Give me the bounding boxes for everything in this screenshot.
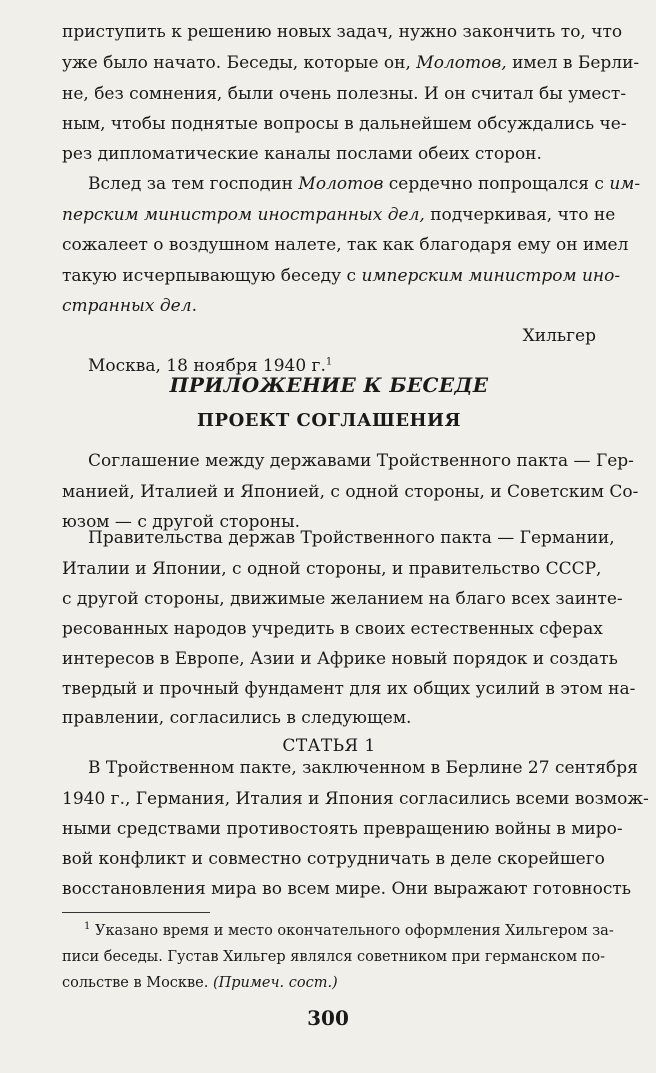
text-line: В Тройственном пакте, заключенном в Берлине 27 сентября — [88, 758, 638, 778]
text-line: интересов в Европе, Азии и Африке новый порядок и создать — [62, 649, 618, 669]
text-line: уже было начато. Беседы, которые он, Молотов, имел в Берли- — [62, 53, 640, 73]
page-number: 300 — [307, 1006, 349, 1030]
text-line: восстановления мира во всем мире. Они выражают готовность — [62, 879, 632, 899]
text-line: вой конфликт и совместно сотрудничать в деле скорейшего — [62, 849, 605, 869]
text-line: ресованных народов учредить в своих естественных сферах — [62, 619, 603, 639]
text-line: Вслед за тем господин Молотов сердечно попрощался с им- — [88, 174, 641, 194]
article-heading: СТАТЬЯ 1 — [282, 736, 376, 756]
footnote-line: писи беседы. Густав Хильгер являлся советником при германском по- — [62, 949, 606, 965]
section-heading: ПРИЛОЖЕНИЕ К БЕСЕДЕ — [169, 373, 489, 397]
footnote-rule — [62, 912, 210, 913]
text-line: странных дел. — [62, 296, 197, 316]
text-line: с другой стороны, движимые желанием на благо всех заинте- — [62, 589, 623, 609]
text-line: юзом — с другой стороны. — [62, 512, 301, 532]
footnote-line: $^1$ Указано время и место окончательного оформления Хильгером за- — [84, 921, 614, 939]
text-line: 1940 г., Германия, Италия и Япония согласились всеми возмож- — [62, 789, 649, 809]
text-line: приступить к решению новых задач, нужно закончить то, что — [62, 22, 623, 42]
text-line: Италии и Японии, с одной стороны, и правительство СССР, — [62, 559, 602, 579]
text-line: правлении, согласились в следующем. — [62, 708, 412, 728]
text-line: перским министром иностранных дел, подчеркивая, что не — [62, 205, 616, 225]
text-line: Правительства держав Тройственного пакта — Германии, — [88, 528, 615, 548]
text-line: ным, чтобы поднятые вопросы в дальнейшем обсуждались че- — [62, 114, 627, 134]
text-line: твердый и прочный фундамент для их общих усилий в этом на- — [62, 679, 636, 699]
text-line: не, без сомнения, были очень полезны. И он считал бы умест- — [62, 84, 627, 104]
text-line: манией, Италией и Японией, с одной стороны, и Советским Со- — [62, 482, 639, 502]
text-line: сожалеет о воздушном налете, так как благодаря ему он имел — [62, 235, 629, 255]
text-line: Соглашение между державами Тройственного пакта — Гер- — [88, 451, 634, 471]
place-date: Москва, 18 ноября 1940 г.$^1$ — [88, 356, 333, 376]
text-line: ными средствами противостоять превращению войны в миро- — [62, 819, 623, 839]
text-line: рез дипломатические каналы послами обеих сторон. — [62, 144, 542, 164]
signature: Хильгер — [522, 326, 596, 346]
footnote-line: сольстве в Москве. (Примеч. сост.) — [62, 975, 338, 991]
text-line: такую исчерпывающую беседу с имперским министром ино- — [62, 266, 621, 286]
section-subheading: ПРОЕКТ СОГЛАШЕНИЯ — [197, 410, 461, 431]
footnote-ref: 1 — [325, 356, 333, 368]
